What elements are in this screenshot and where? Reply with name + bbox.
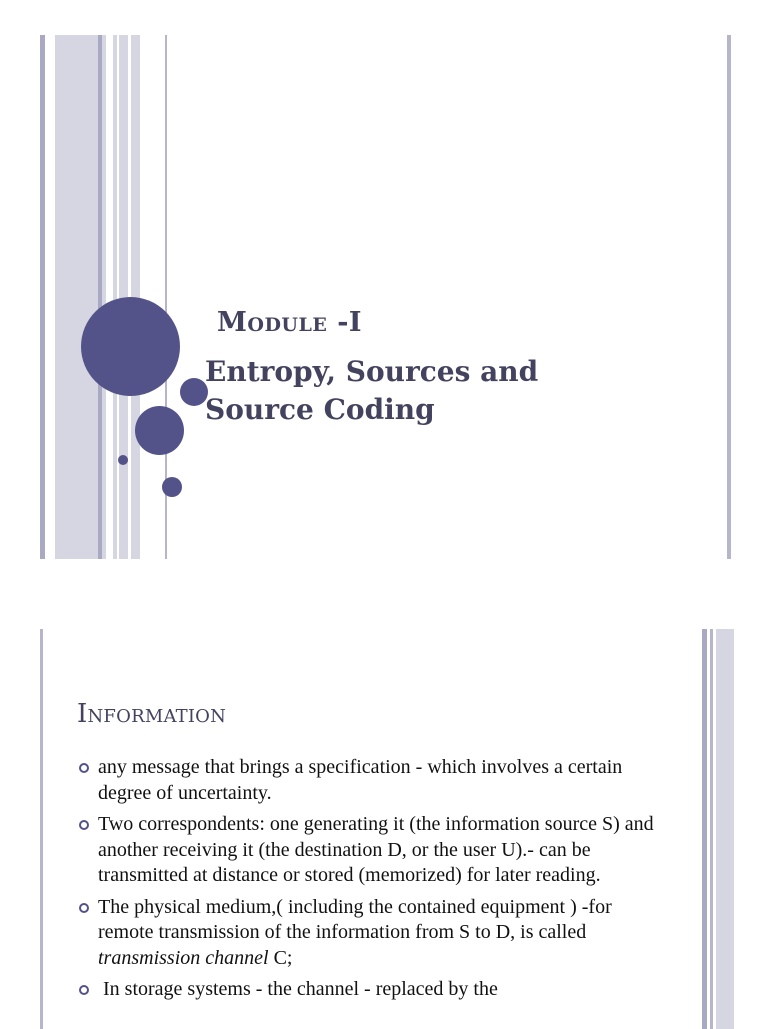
slide-heading: Information xyxy=(77,699,227,729)
bullet-circle-icon xyxy=(79,903,89,913)
decorative-circle-icon xyxy=(162,477,182,497)
list-item xyxy=(77,977,667,1003)
bullet-text: any message that brings a specification - which involves a certain degree of uncertainty. xyxy=(98,756,623,804)
decorative-stripe xyxy=(716,629,734,1029)
subtitle-line-1: Entropy, Sources and xyxy=(205,355,539,388)
bullet-text: In storage systems - the channel - replaced by the xyxy=(98,978,498,1000)
bullet-circle-icon xyxy=(79,985,89,995)
decorative-stripe xyxy=(710,629,713,1029)
decorative-stripe xyxy=(702,629,707,1029)
decorative-stripe xyxy=(40,35,45,559)
decorative-stripe xyxy=(727,35,731,559)
list-item xyxy=(77,755,667,806)
module-title: Module -I xyxy=(217,307,363,338)
bullet-circle-icon xyxy=(79,763,89,773)
list-item xyxy=(77,895,667,972)
bullet-text: C; xyxy=(268,946,293,969)
title-slide xyxy=(40,35,734,559)
decorative-stripe xyxy=(40,629,43,1029)
decorative-circle-icon xyxy=(81,297,180,396)
decorative-circle-icon xyxy=(135,406,184,455)
bullet-list xyxy=(77,755,667,1009)
decorative-stripe xyxy=(98,35,102,559)
decorative-circle-icon xyxy=(180,378,208,406)
decorative-stripe xyxy=(106,35,113,559)
bullet-circle-icon xyxy=(79,820,89,830)
bullet-text: Two correspondents: one generating it (the information source S) and another receiving it (the destination D, or the user U).- can be transmitted at distance or stored (memorized) for later reading. xyxy=(98,813,654,886)
slide-subtitle xyxy=(205,353,625,429)
bullet-text: The physical medium,( including the contained equipment ) -for remote transmission of the information from S to D, is called xyxy=(98,895,612,943)
decorative-circle-icon xyxy=(118,455,128,465)
list-item xyxy=(77,812,667,889)
information-slide xyxy=(40,629,734,1029)
bullet-text-italic: transmission channel xyxy=(98,946,269,969)
subtitle-line-2: Source Coding xyxy=(205,393,435,426)
decorative-stripe xyxy=(117,35,119,559)
